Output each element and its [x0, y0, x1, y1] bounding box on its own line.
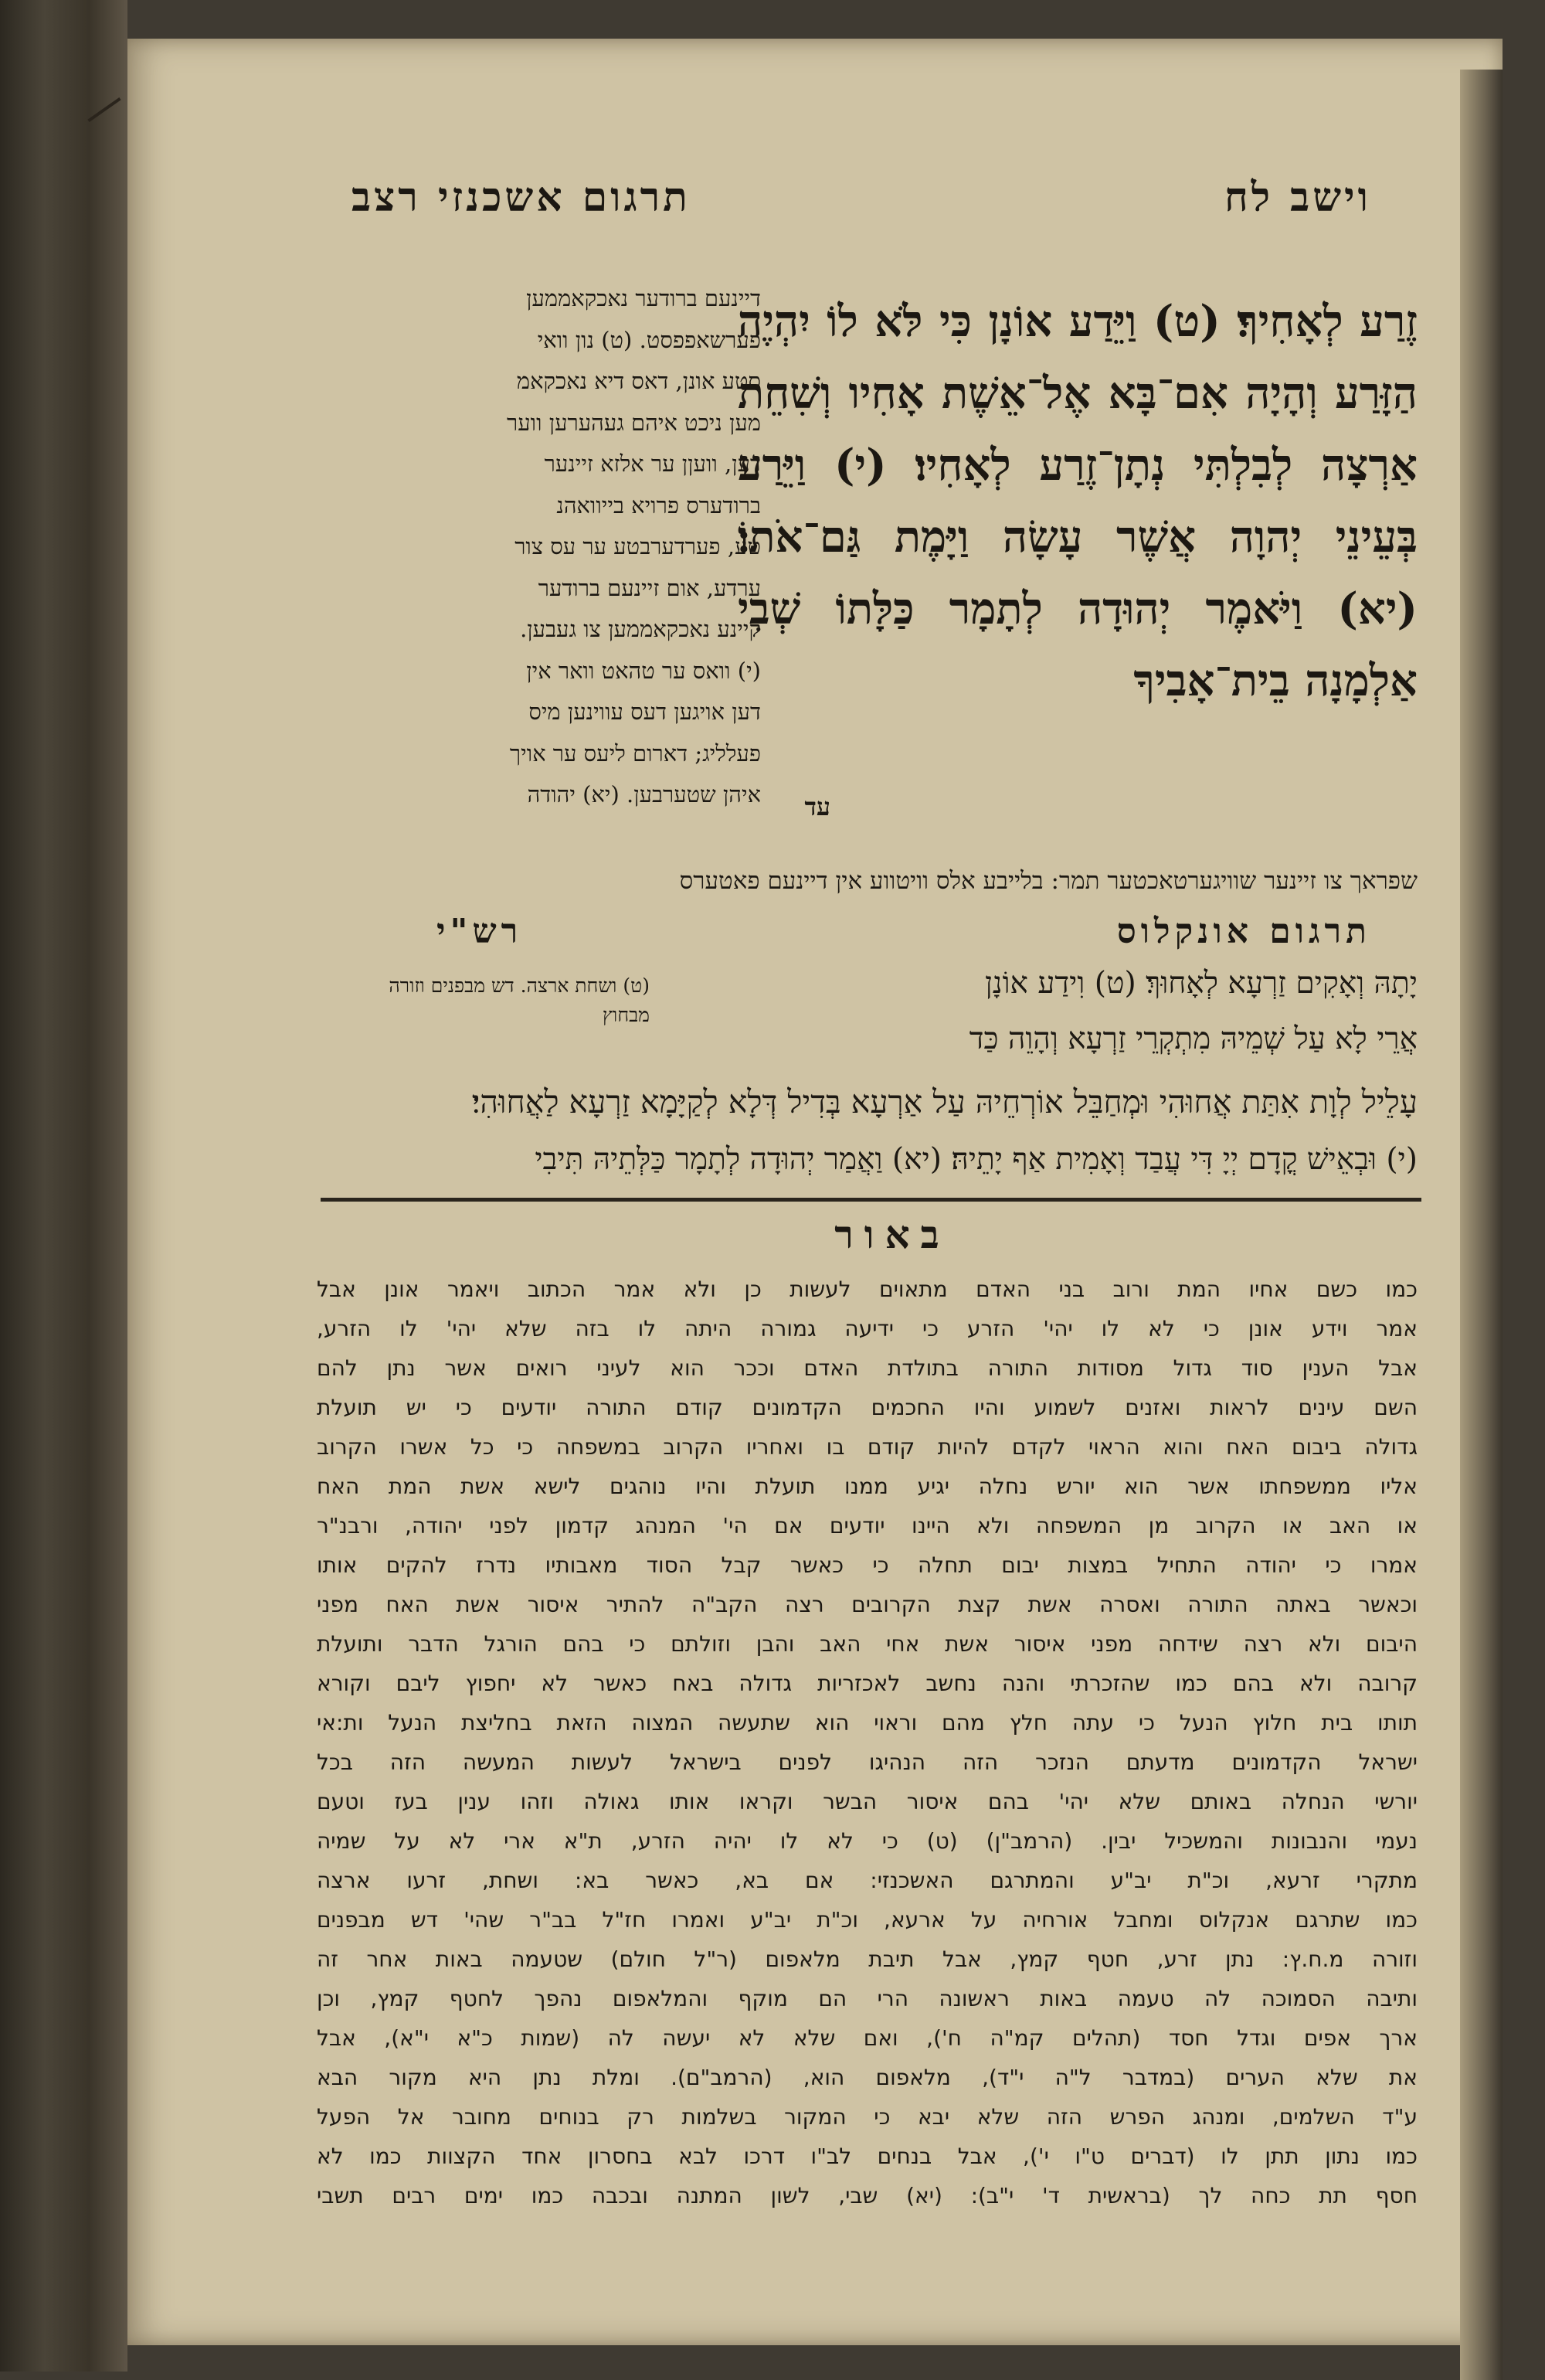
german-line: סטע אונן, דאס דיא נאכקאמ — [516, 368, 761, 394]
onkelos-line: אֲרֵי לָא עַל שְׁמֵיהּ מִתְקְרֵי זַרְעָא וְהָוֵה כַּד — [969, 1022, 1418, 1056]
biur-line: ארך אפים וגדל חסד (תהלים קמ"ה ח'), ואם שלא לא יעשה לה (שמות כ"א י"א), אבל — [317, 2025, 1418, 2051]
biur-line: אמרו כי יהודה התחיל במצות יבום תחלה כי כאשר קבל הסוד מאבותיו נדרז להקים אותו — [317, 1552, 1418, 1578]
biur-line: אמר וידע אונן כי לא לו יהי' הזרע כי ידיעה גמורה היתה לו בזה שלא יהי' לו הזרע, — [317, 1316, 1418, 1341]
german-line: (י) וואס ער טהאט וואר אין — [526, 657, 761, 684]
running-header — [127, 174, 1503, 243]
german-line: איהן שטערבען. (יא) יהודה — [527, 781, 761, 808]
german-line: ברודערס פרויא בייוואהנ — [556, 491, 761, 518]
biur-line: גדולה ביבום האח והוא הראוי לקדם להיות קודם בו ואחריו הקרוב במשפחה כי כל אשרו הקרוב — [317, 1434, 1418, 1460]
biur-line: וזורה מ.ח.ץ: נתן זרע, חטף קמץ, אבל תיבת מלאפום (ר"ל חולם) שטעמה באות אחר זה — [317, 1946, 1418, 1972]
german-line: דען, וועןן ער אלזא זיינער — [544, 450, 761, 477]
book-binding-edge — [0, 0, 127, 2372]
onkelos-line: עָלֵיל לְוָת אִתַּת אֲחוּהִי וּמְחַבֵּל אוֹרְחֵיהּ עַל אַרְעָא בְּדִיל דְּלָא לְקַיָּמָא זַרְעָא לַאֲחוּהִי׃ — [471, 1083, 1418, 1120]
catchword: עד — [804, 792, 830, 821]
biur-line: את שלא הערים (במדבר ל"ה י"ד), מלאפום הוא, (הרמב"ם). ומלת נתן היא מקור הבא — [317, 2065, 1418, 2090]
section-divider — [321, 1198, 1421, 1202]
biur-line: כמו נתון תתן לו (דברים ט"ו י'), אבל בנחים לב"ו דרכו לבא בחסרון אחד הקצוות כמו לא — [317, 2144, 1418, 2169]
biur-line: ע"ד השלמים, ומנהג הפרש הזה שלא יבא כי המקור בשלמות רק בנוחים מחובר אל הפעל — [317, 2104, 1418, 2130]
german-continuation-line: שפראך צו זיינער שוויגערטאכטער תמר: בלייבע אלס וויטווע אין דיינעם פאטערס — [679, 867, 1418, 895]
biur-line: או האב או הקרוב מן המשפחה ולא היינו יודעים אם הי' המנהג קדמון לפני יהודה, ורבנ"ר — [317, 1513, 1418, 1538]
biur-line: מתקרי זרעא, וכ"ת יב"ע והמתרגם האשכנזי: אם בא, כאשר בא: ושחת, זרעו ארצה — [317, 1868, 1418, 1893]
biur-line: ישראל הקדמונים מדעתם הנזכר הזה הנהיגו לפנים בישראל לעשות המעשה הזה בכל — [317, 1749, 1418, 1775]
biur-commentary — [317, 1270, 1418, 2215]
german-line: ערדע, אום זיינעם ברודער — [538, 574, 761, 601]
header-parasha-page: וישב לח — [1224, 174, 1371, 221]
biur-line: השם עינים לראות ואזנים לשמוע והיו החכמים הקדמונים קודם התורה יודעים כי יש תועלת — [317, 1395, 1418, 1420]
torah-text: זֶרַע לְאָחִיךָ׃ (ט) וַיֵּדַע אוֹנָן כִּי לֹּא לוֹ יִהְיֶה הַזָּרַע וְהָיָה אִם־בָּא אֶל־אֵשֶׁת אָחִיו וְשִׁחֵת אַרְצָה לְבִלְתִּי נְתָן־זֶרַע לְאָחִיו׃ (י) וַיֵּרַע בְּעֵינֵי יְהוָה אֲשֶׁר עָשָׂה וַיָּמֶת גַּם־אֹתוֹ׃ (יא) וַיֹּאמֶר יְהוּדָה לְתָמָר כַּלָּתוֹ שְׁבִי אַלְמָנָה בֵית־אָבִיךָ — [738, 296, 1418, 706]
rashi-commentary: (ט) ושחת ארצה. דש מבפנים וזורה מבחוץ — [389, 974, 650, 1026]
biur-line: חסף תת כחה לך (בראשית ד' י"ב): (יא) שבי, לשון המתנה ובכבה כמו ימים רבים תשבי — [317, 2183, 1418, 2208]
biur-line: אבל הענין סוד גדול מסודות התורה בתולדת האדם וככר הוא לעיני רואים אשר נתן להם — [317, 1355, 1418, 1381]
biur-line: וכאשר באתה התורה ואסרה אשת קצת הקרובים רצה הקב"ה להתיר איסור אשת האח מפני — [317, 1592, 1418, 1617]
book-page — [127, 39, 1503, 2345]
german-line: טע, פערדערבטע ער עס צור — [514, 533, 761, 559]
onkelos-line: יָתָהּ וְאָקִים זַרְעָא לְאָחוּךְ׃ (ט) וִידַע אוֹנָן — [984, 966, 1418, 1001]
biur-line: נעמי והנבונות והמשכיל יבין. (הרמב"ן) (ט) כי לא לו יהיה הזרע, ת"א ארי לא על שמיה — [317, 1828, 1418, 1854]
biur-line: תותו בית חלוץ הנעל כי עתה חלץ מהם וראוי הוא שתעשה המצוה הזאת בחליצת הנעל ות:אי — [317, 1710, 1418, 1736]
german-line: דען אויגען דעס עווינען מיס — [528, 699, 761, 725]
german-line: מען ניכט איהם געהערען ווער — [507, 409, 761, 436]
biur-line: ותיבה הסמוכה לה טעמה באות ראשונה הרי הם מוקף והמלאפום נהפך לחטף קמץ, וכן — [317, 1986, 1418, 2011]
biur-line: אליו ממשפחתו אשר הוא יורש נחלה יגיע ממנו תועלת והיו נוהגים לישא אשת המת האח — [317, 1474, 1418, 1499]
onkelos-title: תרגום אונקלוס — [1116, 912, 1371, 951]
biur-line: כמו כשם אחיו המת ורוב בני האדם מתאוים לעשות כן ולא אמר הכתוב ויאמר אונן אבל — [317, 1277, 1418, 1302]
biur-line: היבום ולא רצה שידחה מפני איסור אשת אחי האב והבן וזולתם כי בהם הורגל הדבר ותועלת — [317, 1631, 1418, 1657]
biur-title: באור — [834, 1212, 950, 1257]
onkelos-line: (י) וּבְאֵישׁ קֳדָם יְיָ דִּי עֲבַד וְאָמִית אַף יָתֵיהּ׃ (יא) וַאֲמַר יְהוּדָה לְתָמָר כַּלְּתֵיהּ תִּיבִי — [535, 1142, 1418, 1177]
biur-line: קרובה ולא בהם כמו שהזכרתי והנה נחשב לאכזריות גדולה באח כאשר לא יחפוץ ליבם וקורא — [317, 1671, 1418, 1696]
biur-line: כמו שתרגם אנקלוס ומחבל אורחיה על ארעא, וכ"ת יב"ע ואמרו חז"ל בב"ר שהי' דש מבפנים — [317, 1907, 1418, 1933]
header-german-translation-page: תרגום אשכנזי רצב — [351, 174, 691, 221]
rashi-title: רש"י — [436, 912, 523, 951]
german-line: פערשאפפסט. (ט) נון וואי — [537, 326, 761, 353]
german-translation-column — [351, 278, 761, 816]
german-line: פעלליג; דארום ליעס ער אויך — [509, 740, 761, 767]
biur-line: יורשי הנחלה באותם שלא יהי' בהם איסור הבשר וקראו אותו גאולה וזהו ענין בעז וטעם — [317, 1789, 1418, 1814]
german-line: קיינע נאכקאממען צו געבען. — [520, 616, 761, 642]
german-line: דיינעם ברודער נאכקאממען — [526, 285, 761, 311]
